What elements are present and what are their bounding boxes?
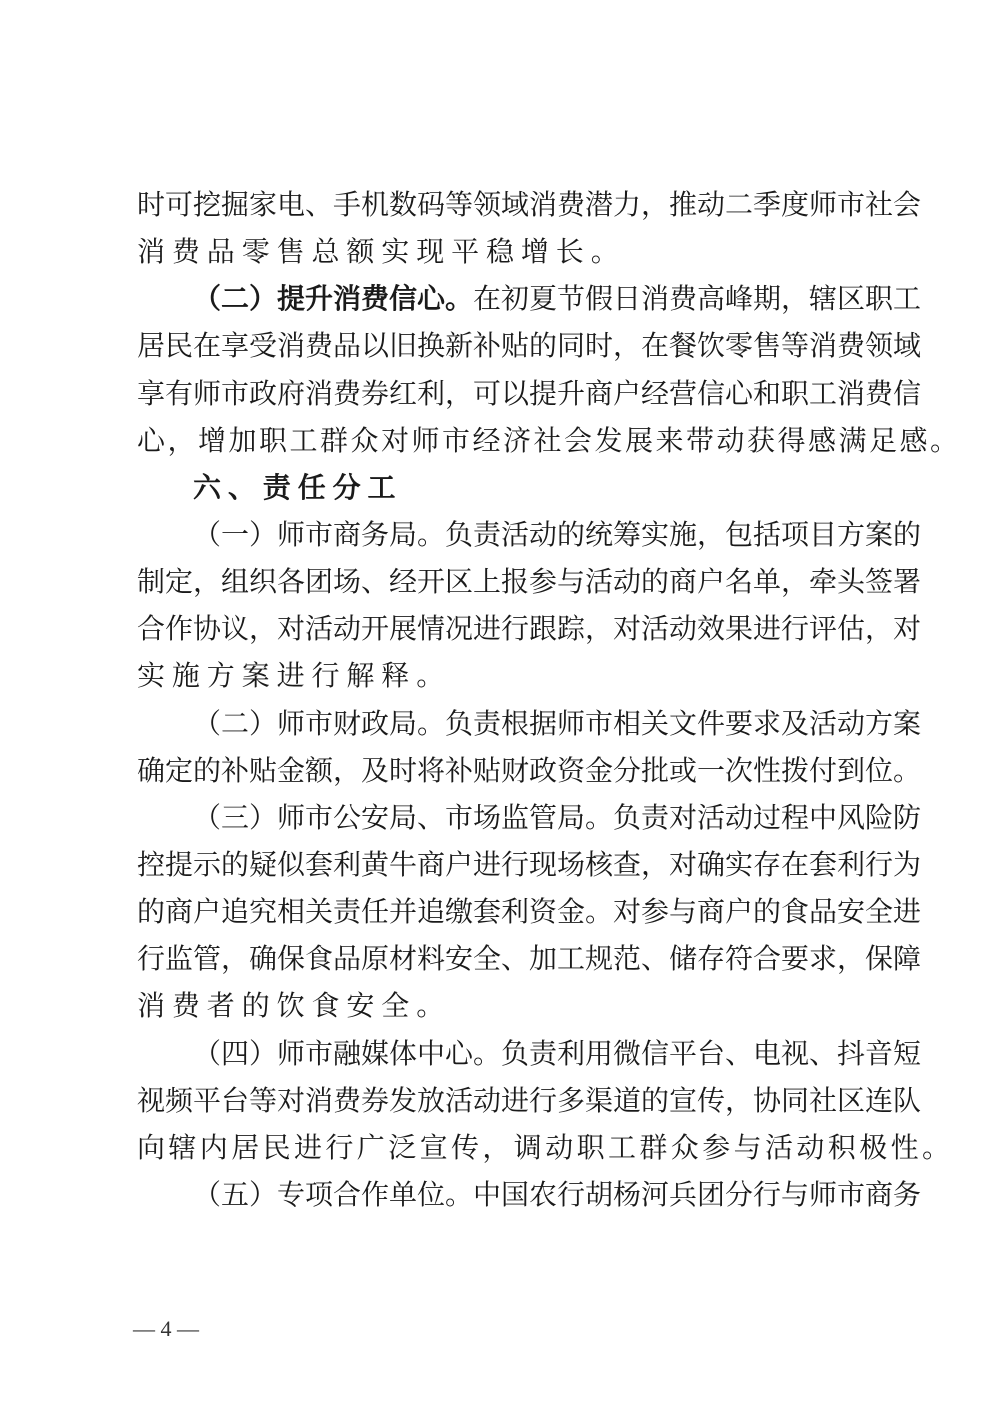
body-text-line: 心，增加职工群众对师市经济社会发展来带动获得感满足感。: [137, 423, 961, 457]
item-line: 实施方案进行解释。: [137, 659, 452, 693]
page-number: — 4 —: [133, 1316, 199, 1341]
item-line: 行监管，确保食品原材料安全、加工规范、储存符合要求，保障: [137, 942, 922, 976]
item-line: （一）师市商务局。负责活动的统筹实施，包括项目方案的: [193, 517, 922, 551]
item-line: 向辖内居民进行广泛宣传，调动职工群众参与活动积极性。: [137, 1130, 954, 1164]
body-text: 在初夏节假日消费高峰期，辖区职工: [473, 282, 922, 316]
item-line: 消费者的饮食安全。: [137, 989, 452, 1023]
item-line: 视频平台等对消费券发放活动进行多渠道的宣传，协同社区连队: [137, 1083, 922, 1117]
item-line: （三）师市公安局、市场监管局。负责对活动过程中风险防: [193, 800, 922, 834]
subsection-title: （二）提升消费信心。: [193, 282, 474, 316]
item-line: 控提示的疑似套利黄牛商户进行现场核查，对确实存在套利行为: [137, 847, 922, 881]
item-line: （二）师市财政局。负责根据师市相关文件要求及活动方案: [193, 706, 922, 740]
body-text-line: 享有师市政府消费券红利，可以提升商户经营信心和职工消费信: [137, 376, 922, 410]
body-text-line: 时可挖掘家电、手机数码等领域消费潜力，推动二季度师市社会: [137, 188, 922, 221]
item-line: （四）师市融媒体中心。负责利用微信平台、电视、抖音短: [193, 1036, 922, 1070]
body-text-line: 居民在享受消费品以旧换新补贴的同时，在餐饮零售等消费领域: [137, 329, 922, 363]
item-line: 确定的补贴金额，及时将补贴财政资金分批或一次性拨付到位。: [137, 753, 922, 787]
item-line: （五）专项合作单位。中国农行胡杨河兵团分行与师市商务: [193, 1177, 922, 1211]
item-line: 的商户追究相关责任并追缴套利资金。对参与商户的食品安全进: [137, 895, 922, 929]
subsection-line: [137, 275, 922, 322]
item-line: 合作协议，对活动开展情况进行跟踪，对活动效果进行评估，对: [137, 612, 922, 646]
item-line: 制定，组织各团场、经开区上报参与活动的商户名单，牵头签署: [137, 565, 922, 599]
document-body: [137, 181, 961, 1218]
section-heading: 六、责任分工: [193, 470, 403, 504]
body-text-line: 消费品零售总额实现平稳增长。: [137, 235, 626, 269]
